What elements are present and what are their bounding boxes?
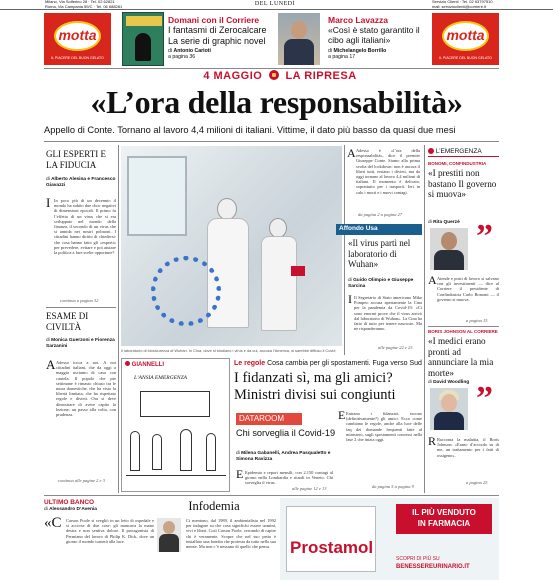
col1-by: di (46, 177, 50, 182)
motta-ad-right[interactable] (432, 13, 499, 65)
lab-red-detail (291, 266, 305, 276)
top-kicker (160, 70, 400, 82)
lavazza-head (291, 21, 307, 39)
johnson-portrait (430, 388, 468, 430)
infodemia-text: Ci mentono, dal 1989, il ambientalista nel 1992 per indagare su che cosa significhi essere uomini, vivi e liberi. Così Carson Poole, cercando di capire chi è veramente. Scopre che nel suo petto è installato una bomba che protesta da tutto nella sua mente. Ma non c’è nessuno di quello che pensa. (186, 518, 276, 550)
masthead-left-1: Milano, Via Solferino 28 · Tel. 02 62821 (45, 0, 115, 4)
photo-caption: Il laboratorio di biosicurezza di Wuhan. In Cina, dove si studiano i virus e da cui, accusa l’America, si sarebbe diffuso il Covid (121, 348, 336, 353)
gianelli-label (125, 361, 164, 368)
zerocalcare-figure-icon (135, 33, 151, 61)
teaser2-name[interactable]: Marco Lavazza (328, 15, 388, 25)
teaser2-quote[interactable]: «Così è stato garantito il cibo agli italiani» (328, 25, 420, 45)
motta-brand: motta (58, 27, 97, 43)
emergenza-byline2 (428, 380, 469, 385)
col-divider-3 (424, 145, 425, 493)
infodemia-head (163, 521, 175, 534)
emergenza-text1: Aiende e posti di lavoro si salvano con gli investimenti — dice al Corriere il presidente di Confindustria Carlo Bonomi — il governo si muova. (437, 276, 499, 302)
main-subheadline[interactable]: Appello di Conte. Tornano al lavoro 4,4 milioni di italiani. Vittime, il dato più basso da quasi due mesi (44, 125, 456, 135)
regole-kicker-text: Cosa cambia per gli spostamenti. Fuga verso Sud (267, 360, 422, 367)
affondo-text: Il Segretario di Stato americano Mike Pompeo accusa apertamente la Cina per la pandemia da Covid-19: «Ci sono enormi prove che il virus arrivò dal laboratorio di Wuhan». La Cina ha fatto di tutto per tenere nascosto. Ma ne risponderanno. (354, 295, 422, 332)
top-date: 4 MAGGIO (203, 70, 263, 82)
gianelli-title: L’ANSIA EMERGENZA (134, 375, 188, 381)
cartoon-ground (126, 475, 226, 476)
teaser1-title[interactable]: I fantasmi di Zerocalcare (168, 25, 267, 35)
regole-text: Entrano i fidanzati, escono (definitivamente?) gli amici. Ecco come cambiano le regole, anche alla luce delle faq dei domande frequenti fatte al ministero, sugli spostamenti concessi nella fase 2 che inizia oggi. (346, 411, 422, 443)
col1b-text: Adesso tocca a noi. A noi cittadini italiani, che da oggi a maggio usciamo di casa con cautela. Il popolo che per settimane è rimasto chiuso tra le mura domestiche, che ha visto la libertà limitata, che ha rispettato regole e divieti. Ora si deve dimostrare di avere capito la lezione: un passo alla volta, con prudenza. (56, 360, 116, 418)
adesso-continued[interactable]: da pagina 2 a pagina 27 (358, 212, 403, 217)
masthead-right-1: Servizio Clienti · Tel. 02 63797510 (432, 0, 493, 4)
quote-mark-icon-1: ” (476, 218, 493, 255)
emergenza-continued1[interactable]: a pagina 15 (466, 318, 488, 323)
affondo-continued[interactable]: alle pagine 22 e 23 (378, 345, 413, 350)
top-kicker-text: LA RIPRESA (285, 70, 357, 82)
ultimo-label: ULTIMO BANCO (44, 499, 95, 506)
emergenza-icon (428, 148, 434, 154)
emergenza-tag2: BORIS JOHNSON AL CORRIERE (428, 329, 498, 334)
dataroom-label-text: DATAROOM (239, 414, 285, 423)
ultimo-byline (44, 507, 97, 512)
bonomi-portrait (430, 228, 468, 270)
lab-hose-coils (151, 256, 221, 326)
emergenza-author2: David Woodling (433, 380, 470, 385)
teaser1-kicker[interactable]: Domani con il Corriere (168, 15, 260, 25)
adesso-dropcap: A (347, 146, 356, 160)
lab-scientist-right-head (269, 218, 287, 238)
teaser2-author: Michelangelo Borrillo (333, 48, 387, 54)
teaser2-byline-prefix: di (328, 48, 333, 54)
main-headline[interactable]: «L’ora della responsabilità» (90, 84, 463, 120)
regole-continued[interactable]: da pagina 5 a pagina 9 (372, 484, 414, 489)
emergenza-tag1: BONOMI, CONFINDUSTRIA (428, 161, 487, 166)
col1b-continued[interactable]: continua alle pagine 2 e 3 (58, 478, 105, 483)
col1-continued[interactable]: continua a pagina 32 (60, 298, 99, 303)
gianelli-box[interactable] (121, 358, 230, 492)
col-divider-2 (344, 145, 345, 355)
ultimo-by: di (44, 507, 48, 512)
col1-byline (46, 177, 116, 188)
adesso-text: Adesso è «l’ora della responsabilità», dice il premier Giuseppe Conte. Siamo alla prima svolta del lockdown: non è ancora il liberi tutti, restano i divieti, ma da oggi tornano al lavoro 4,4 milioni di italiani. Il momento è delicato, soprattutto per i trasporti. Ieri in calo i morti e i nuovi contagi. (356, 148, 420, 195)
col1b-authors: Monica Guerzoni e Fiorenza Sarzanini (46, 338, 115, 349)
johnson-body (434, 412, 464, 430)
divider-bottom (44, 495, 499, 496)
dataroom-continued[interactable]: alle pagine 12 e 13 (292, 486, 327, 491)
ultimo-author: Alessandro D’Avenia (49, 507, 97, 512)
affondo-by: di (348, 278, 352, 283)
col1-text: In poco più di un decennio il mondo ha subito due choc negativi di dimensioni epocali. Il primo fu l’effetto di un virus che si era sviluppato nel mondo della finanza, il secondo di un virus che si annida nei nostri polmoni. I cittadini hanno diritto di chiedersi: che cosa hanno fatto gli «esperti» per prevedere, evitare e poi aiutare la politica a fare scelte opportune? (54, 198, 116, 256)
lab-scientist-left-head (217, 198, 237, 220)
col1-title[interactable]: GLI ESPERTI E LA FIDUCIA (46, 149, 106, 170)
cartoon-sign (140, 391, 210, 417)
dataroom-text: Epidemia e report mensili, con 2.150 contagi al giorno nella Lombardia e ritardi in Veneto. Chi sorveglia il virus. (245, 470, 333, 486)
motta-ad-left[interactable] (44, 13, 111, 65)
cartoon-figure-4 (206, 433, 216, 471)
infodemia-title[interactable]: Infodemia (188, 499, 240, 513)
motta-tagline: IL PIACERE DEL BUON GELATO (51, 56, 104, 60)
col1b-title[interactable]: ESAME DI CIVILTÀ (46, 311, 89, 332)
dataroom-authors: Milena Gabanelli, Andrea Pasqualetto e Simona Ravizza (236, 451, 331, 462)
emergenza-by2: di (428, 380, 432, 385)
emergenza-text2: Racconta la malattia, il Boris Johnson: «Erano d’accordo su di me, un trattamento per i fatti di ossigeno». (437, 437, 499, 458)
zerocalcare-logo (126, 16, 162, 26)
wuhan-lab-photo[interactable] (121, 146, 342, 346)
regole-label: Le regole (234, 360, 266, 367)
lab-scientist-right-body (261, 236, 297, 331)
prostamol-site[interactable]: BENESSEREURINARIO.IT (396, 564, 470, 570)
bonomi-head (441, 232, 457, 250)
quote-mark-icon-2: ” (476, 380, 493, 417)
regole-dropcap: E (338, 408, 346, 422)
col-divider-1 (118, 145, 119, 493)
divider-under-headline (44, 141, 499, 142)
lavazza-photo[interactable] (278, 13, 320, 65)
affondo-label: Affondo Usa (336, 224, 422, 235)
affondo-authors: Guido Olimpio e Giuseppe Sarcina (348, 278, 414, 289)
ultimo-dropcap: «C (44, 515, 62, 531)
col1-dropcap: I (46, 195, 51, 210)
dataroom-by: di (236, 451, 240, 456)
ultimo-text: Carson Poole si svegliò in un letto di ospedale e si accorse di due cose: gli mancava la mano destra e non sentiva dolore. Il protagonista di Permiano del lavoro di Philip K. Dick, dove un giorno il mondo tornerà alla luce. (66, 518, 154, 544)
emergenza-divider (428, 326, 499, 327)
infodemia-body (159, 534, 179, 552)
regole-kicker (234, 360, 422, 367)
emergenza-label (428, 147, 499, 157)
emergenza-by1: di (428, 220, 432, 225)
col1b-byline (46, 338, 116, 349)
emergenza-author1: Rita Querzè (433, 220, 460, 225)
affondo-dropcap: I (348, 292, 352, 306)
emergenza-byline1 (428, 220, 460, 225)
col1-authors: Alberto Alesina e Francesco Giavazzi (46, 177, 116, 188)
zerocalcare-thumbnail[interactable] (122, 12, 164, 66)
teaser1-byline-prefix: di (168, 48, 173, 54)
prostamol-ad[interactable] (280, 498, 499, 580)
teaser1-author: Antonio Carioti (173, 48, 211, 54)
prostamol-site-prefix: SCOPRI DI PIÙ SU (396, 556, 440, 562)
teaser1-sub: La serie di graphic novel (168, 36, 266, 46)
masthead (0, 0, 553, 10)
col1b-by: di (46, 338, 50, 343)
lavazza-body (284, 39, 314, 65)
affondo-byline (348, 278, 422, 289)
emergenza-title1[interactable]: «I prestiti non bastano Il governo si muova» (428, 168, 497, 199)
motta-brand-right: motta (446, 27, 485, 43)
emergenza-dropcap1: A (428, 273, 437, 287)
flower-icon (269, 70, 279, 80)
cartoon-figure-2 (152, 434, 162, 470)
emergenza-dropcap2: R (428, 434, 437, 448)
dataroom-title[interactable]: Chi sorveglia il Covid-19 (236, 428, 336, 438)
dataroom-byline (236, 451, 336, 462)
lab-window (127, 156, 187, 236)
cartoon-figure-1 (130, 431, 140, 471)
teaser2-page: a pagina 17 (328, 54, 356, 60)
bonomi-body (434, 250, 464, 270)
dataroom-dropcap: E (236, 467, 244, 481)
gianelli-bullet-icon (125, 361, 130, 366)
dataroom-label (236, 413, 302, 425)
prostamol-brand: Prostamol (290, 538, 374, 557)
emergenza-label-text: L’EMERGENZA (435, 148, 482, 155)
masthead-center: DEL LUNEDÌ (254, 1, 296, 7)
infodemia-portrait (157, 518, 181, 552)
johnson-head (441, 394, 457, 412)
motta-tagline-right: IL PIACERE DEL BUON GELATO (439, 56, 492, 60)
prostamol-banner-line2: IN FARMACIA (417, 519, 471, 528)
col1-divider (46, 307, 116, 308)
regole-title[interactable]: I fidanzati sì, ma gli amici? Ministri divisi sui congiunti (234, 370, 396, 403)
gianelli-label-text: GIANNELLI (131, 362, 165, 368)
cartoon-figure-3 (180, 429, 192, 471)
divider-top (44, 68, 499, 69)
masthead-right-2: mail: servizioclienti@corriere.it (432, 4, 487, 9)
col1b-dropcap: A (46, 357, 56, 372)
masthead-left-2: Roma, Via Campania 59/C · Tel. 06 688281 (45, 4, 123, 9)
emergenza-continued2[interactable]: a pagina 25 (466, 480, 488, 485)
prostamol-banner-line1: IL PIÙ VENDUTO (412, 508, 476, 517)
emergenza-title2[interactable]: «I medici erano pronti ad annunciare la mia morte» (428, 336, 494, 378)
prostamol-banner (396, 504, 492, 534)
teaser1-page: a pagina 36 (168, 54, 196, 60)
affondo-title[interactable]: «Il virus partì nel laboratorio di Wuhan» (348, 238, 411, 269)
